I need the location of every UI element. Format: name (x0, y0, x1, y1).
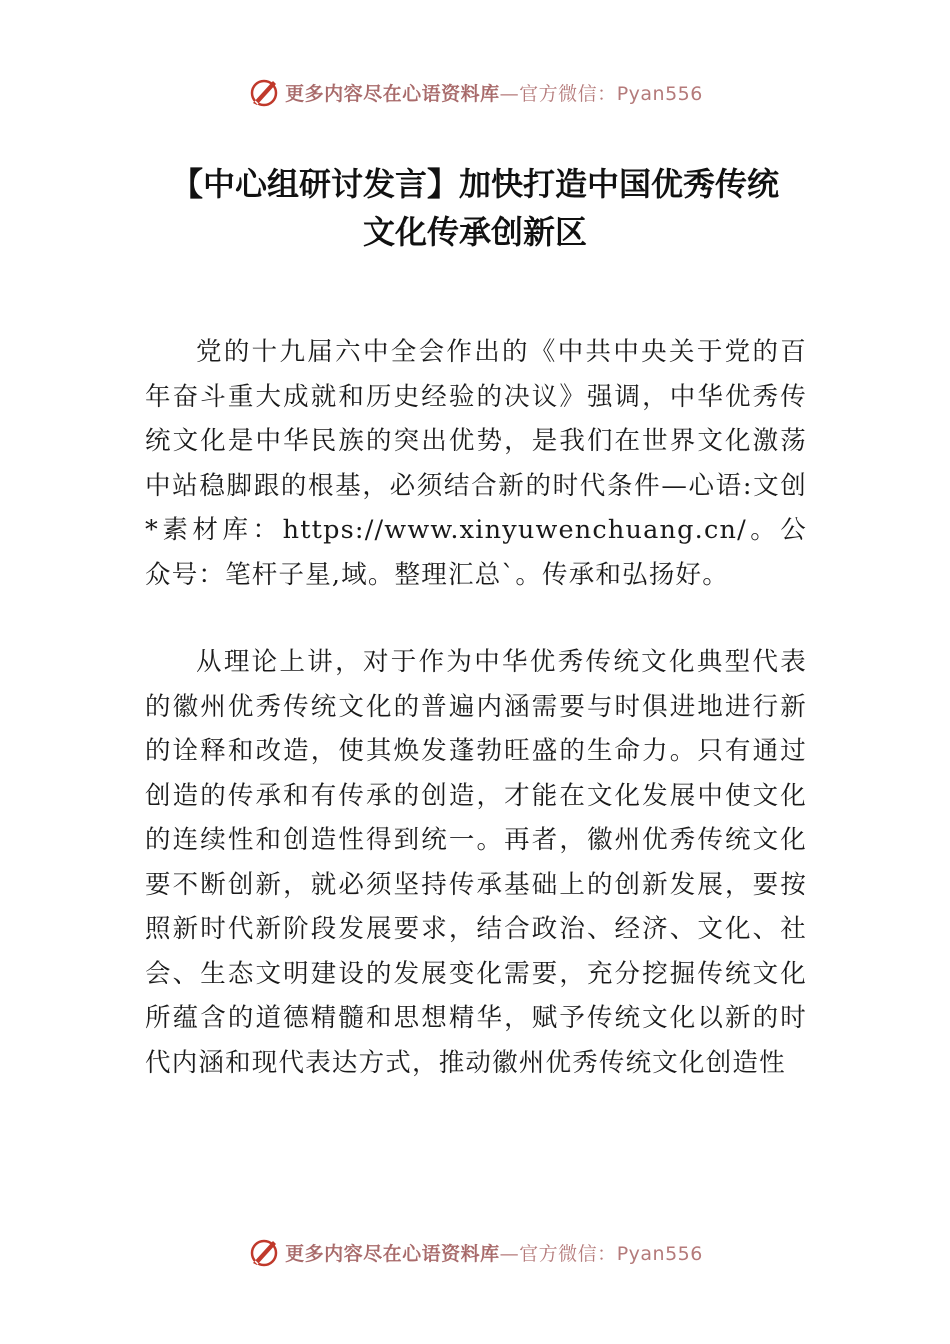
footer-banner-text (285, 1239, 703, 1266)
header-banner-bold: 更多内容尽在心语资料库 (285, 82, 500, 105)
title-line-1: 【中心组研讨发言】加快打造中国优秀传统 (170, 165, 779, 203)
title-line-2: 文化传承创新区 (362, 213, 587, 251)
document-body (145, 330, 807, 1085)
document-title (100, 160, 850, 256)
pen-circle-icon (247, 75, 281, 109)
header-banner-rest: —官方微信： (499, 82, 617, 105)
footer-banner-handle: Pyan556 (616, 1242, 703, 1265)
paragraph-1: 党的十九届六中全会作出的《中共中央关于党的百年奋斗重大成就和历史经验的决议》强调，中华优秀传统文化是中华民族的突出优势，是我们在世界文化激荡中站稳脚跟的根基，必须结合新的时代条件—心语:文创*素材库：https://www.xinyuwenchuang.cn/。公众号：笔杆子星,域。整理汇总`。传承和弘扬好。 (145, 337, 807, 590)
footer-banner (0, 1232, 950, 1272)
header-banner-handle: Pyan556 (616, 82, 703, 105)
paragraph-2: 从理论上讲，对于作为中华优秀传统文化典型代表的徽州优秀传统文化的普遍内涵需要与时俱进地进行新的诠释和改造，使其焕发蓬勃旺盛的生命力。只有通过创造的传承和有传承的创造，才能在文化发展中使文化的连续性和创造性得到统一。再者，徽州优秀传统文化要不断创新，就必须坚持传承基础上的创新发展，要按照新时代新阶段发展要求，结合政治、经济、文化、社会、生态文明建设的发展变化需要，充分挖掘传统文化所蕴含的道德精髓和思想精华，赋予传统文化以新的时代内涵和现代表达方式，推动徽州优秀传统文化创造性 (145, 647, 807, 1078)
header-banner-text (285, 79, 703, 106)
footer-banner-rest: —官方微信： (499, 1242, 617, 1265)
footer-banner-bold: 更多内容尽在心语资料库 (285, 1242, 500, 1265)
pen-circle-icon (247, 1235, 281, 1269)
header-banner (0, 72, 950, 112)
